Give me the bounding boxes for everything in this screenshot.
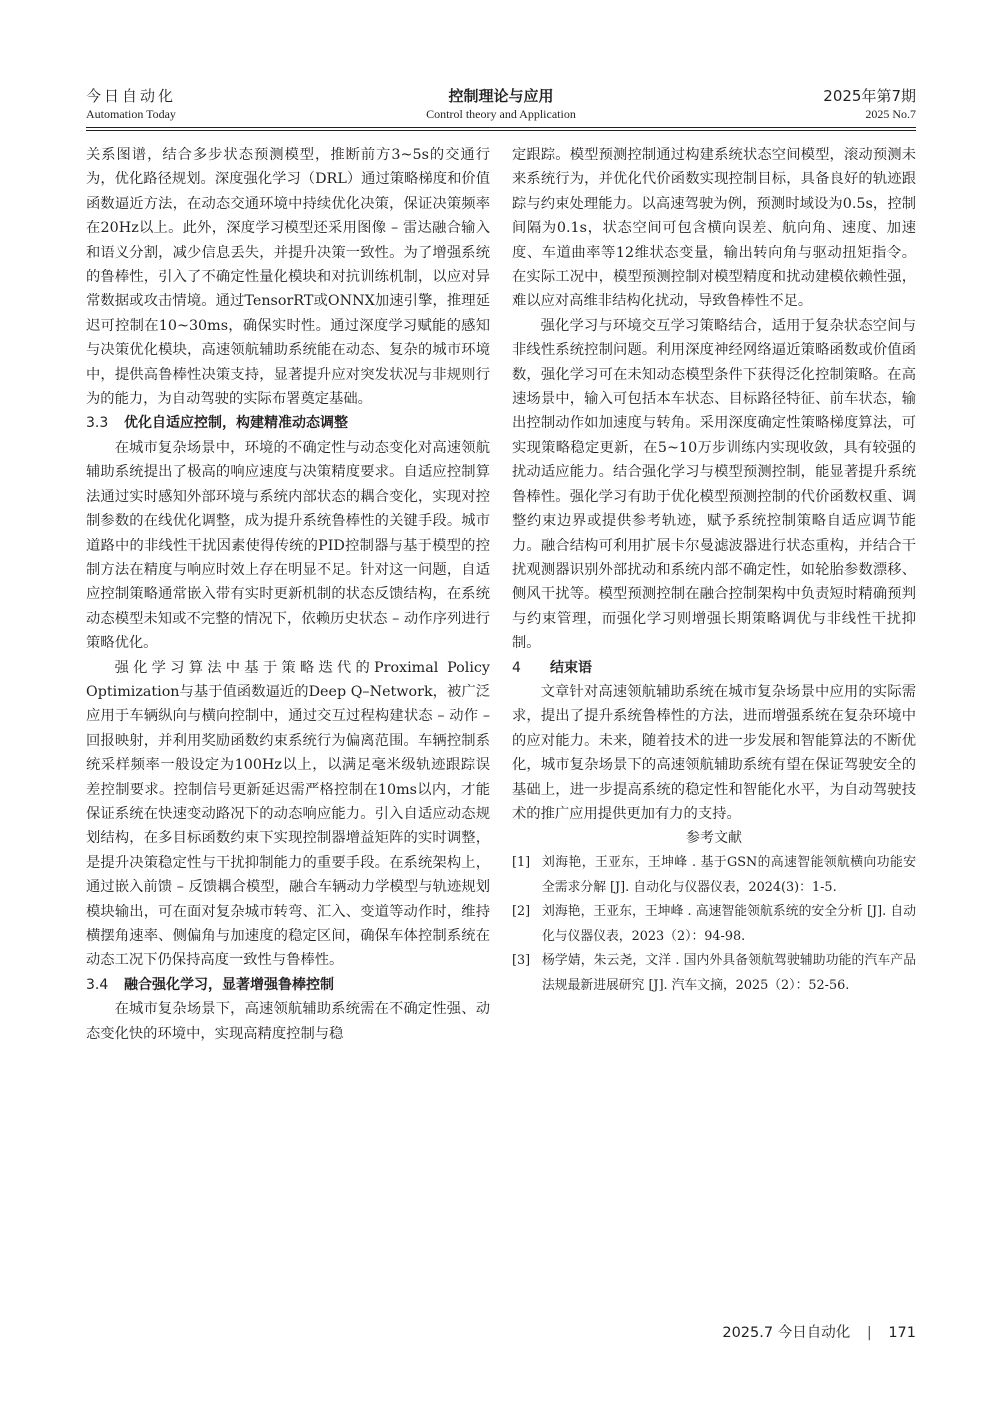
footer-separator: | [866, 1325, 872, 1341]
reference-number: [3] [512, 953, 531, 969]
references-heading: 参考文献 [686, 830, 742, 847]
issue-en: 2025 No.7 [865, 107, 916, 121]
body-paragraph: 在城市复杂场景下，高速领航辅助系统需在不确定性强、动态变化快的环境中，实现高精度控制与稳 [86, 1001, 490, 1042]
section-number: 4 [512, 659, 521, 676]
section-title: 结束语 [550, 659, 592, 676]
section-heading-3-3 [86, 411, 490, 435]
section-title-en: Control theory and Application [426, 107, 576, 121]
reference-text: 刘海艳，王亚东，王坤峰 . 高速智能领航系统的安全分析 [J]. 自动化与仪器仪表，2023（2）：94-98. [542, 904, 916, 944]
reference-item [512, 851, 916, 900]
reference-number: [1] [512, 855, 531, 871]
left-column [86, 143, 490, 1046]
reference-text: 杨学婧，朱云尧，文洋 . 国内外具备领航驾驶辅助功能的汽车产品法规最新进展研究 [J]. 汽车文摘，2025（2）：52-56. [542, 953, 916, 993]
page-header [86, 86, 916, 126]
header-rule-thin [86, 130, 916, 131]
body-paragraph: 定跟踪。模型预测控制通过构建系统状态空间模型，滚动预测未来系统行为，并优化代价函数实现控制目标，具备良好的轨迹跟踪与约束处理能力。以高速驾驶为例，预测时域设为0.5s，控制间隔为0.1s，状态空间可包含横向误差、航向角、速度、加速度、车道曲率等12维状态变量，输出转向角与驱动扭矩指令。在实际工况中，模型预测控制对模型精度和扰动建模依赖性强，难以应对高维非结构化扰动，导致鲁棒性不足。 [512, 147, 916, 310]
right-column [512, 143, 916, 998]
body-paragraph: 关系图谱，结合多步状态预测模型，推断前方3~5s的交通行为，优化路径规划。深度强化学习（DRL）通过策略梯度和价值函数逼近方法，在动态交通环境中持续优化决策，保证决策频率在20Hz以上。此外，深度学习模型还采用图像 – 雷达融合输入和语义分割，减少信息丢失，并提升决策一致性。为了增强系统的鲁棒性，引入了不确定性量化模块和对抗训练机制，以应对异常数据或攻击情境。通过TensorRT或ONNX加速引擎，推理延迟可控制在10~30ms，确保实时性。通过深度学习赋能的感知与决策优化模块，高速领航辅助系统能在动态、复杂的城市环境中，提供高鲁棒性决策支持，显著提升应对突发状况与非规则行为的能力，为自动驾驶的实际布署奠定基础。 [86, 147, 490, 408]
section-heading-3-4 [86, 973, 490, 997]
issue-block [823, 86, 916, 122]
section-number: 3.3 [86, 415, 109, 432]
section-title: 优化自适应控制，构建精准动态调整 [124, 415, 348, 432]
header-rule-thick [86, 127, 916, 128]
footer-issue: 2025.7 [722, 1325, 774, 1341]
reference-text: 刘海艳，王亚东，王坤峰 . 基于GSN的高速智能领航横向功能安全需求分解 [J]. 自动化与仪器仪表，2024(3)：1-5. [542, 855, 916, 895]
body-paragraph: 强化学习算法中基于策略迭代的Proximal Policy Optimization与基于值函数逼近的Deep Q–Network，被广泛应用于车辆纵向与横向控制中，通过交互过程构建状态 – 动作 – 回报映射，并利用奖励函数约束系统行为偏离范围。车辆控制系统采样频率一般设定为100Hz以上，以满足毫米级轨迹跟踪误差控制要求。控制信号更新延迟需严格控制在10ms以内，才能保证系统在快速变动路况下的动态响应能力。引入自适应动态规划结构，在多目标函数约束下实现控制器增益矩阵的实时调整，是提升决策稳定性与干扰抑制能力的重要手段。在系统架构上，通过嵌入前馈 – 反馈耦合模型，融合车辆动力学模型与轨迹规划模块输出，可在面对复杂城市转弯、汇入、变道等动作时，维持横摆角速率、侧偏角与加速度的稳定区间，确保车体控制系统在动态工况下仍保持高度一致性与鲁棒性。 [86, 659, 490, 969]
body-paragraph: 文章针对高速领航辅助系统在城市复杂场景中应用的实际需求，提出了提升系统鲁棒性的方法，进而增强系统在复杂环境中的应对能力。未来，随着技术的进一步发展和智能算法的不断优化，城市复杂场景下的高速领航辅助系统有望在保证驾驶安全的基础上，进一步提高系统的稳定性和智能化水平，为自动驾驶技术的推广应用提供更加有力的支持。 [512, 683, 916, 822]
section-title-block [86, 86, 916, 122]
page-footer [722, 1321, 916, 1342]
reference-item [512, 900, 916, 949]
page-number: 171 [888, 1325, 916, 1341]
section-number: 3.4 [86, 976, 109, 993]
body-paragraph: 强化学习与环境交互学习策略结合，适用于复杂状态空间与非线性系统控制问题。利用深度神经网络逼近策略函数或价值函数，强化学习可在未知动态模型条件下获得泛化控制策略。在高速场景中，输入可包括本车状态、目标路径特征、前车状态，输出控制动作如加速度与转角。采用深度确定性策略梯度算法，可实现策略稳定更新，在5~10万步训练内实现收敛，具有较强的扰动适应能力。结合强化学习与模型预测控制，能显著提升系统鲁棒性。强化学习有助于优化模型预测控制的代价函数权重、调整约束边界或提供参考轨迹，赋予系统控制策略自适应调节能力。融合结构可利用扩展卡尔曼滤波器进行状态重构，并结合干扰观测器识别外部扰动和系统内部不确定性，如轮胎参数漂移、侧风干扰等。模型预测控制在融合控制架构中负责短时精确预判与约束管理，而强化学习则增强长期策略调优与非线性干扰抑制。 [512, 317, 916, 652]
footer-journal: 今日自动化 [777, 1325, 851, 1341]
section-heading-4 [512, 656, 916, 680]
reference-number: [2] [512, 904, 531, 920]
reference-item [512, 949, 916, 998]
journal-title-en: Automation Today [86, 107, 176, 121]
body-paragraph: 在城市复杂场景中，环境的不确定性与动态变化对高速领航辅助系统提出了极高的响应速度与决策精度要求。自适应控制算法通过实时感知外部环境与系统内部状态的耦合变化，实现对控制参数的在线优化调整，成为提升系统鲁棒性的关键手段。城市道路中的非线性干扰因素使得传统的PID控制器与基于模型的控制方法在精度与响应时效上存在明显不足。针对这一问题，自适应控制策略通常嵌入带有实时更新机制的状态反馈结构，在系统动态模型未知或不完整的情况下，依赖历史状态 – 动作序列进行策略优化。 [86, 439, 490, 652]
section-title: 融合强化学习，显著增强鲁棒控制 [124, 976, 334, 993]
journal-title-cn: 今日自动化 [86, 87, 177, 105]
section-title-cn: 控制理论与应用 [448, 87, 554, 105]
issue-cn: 2025年第7期 [823, 87, 916, 105]
